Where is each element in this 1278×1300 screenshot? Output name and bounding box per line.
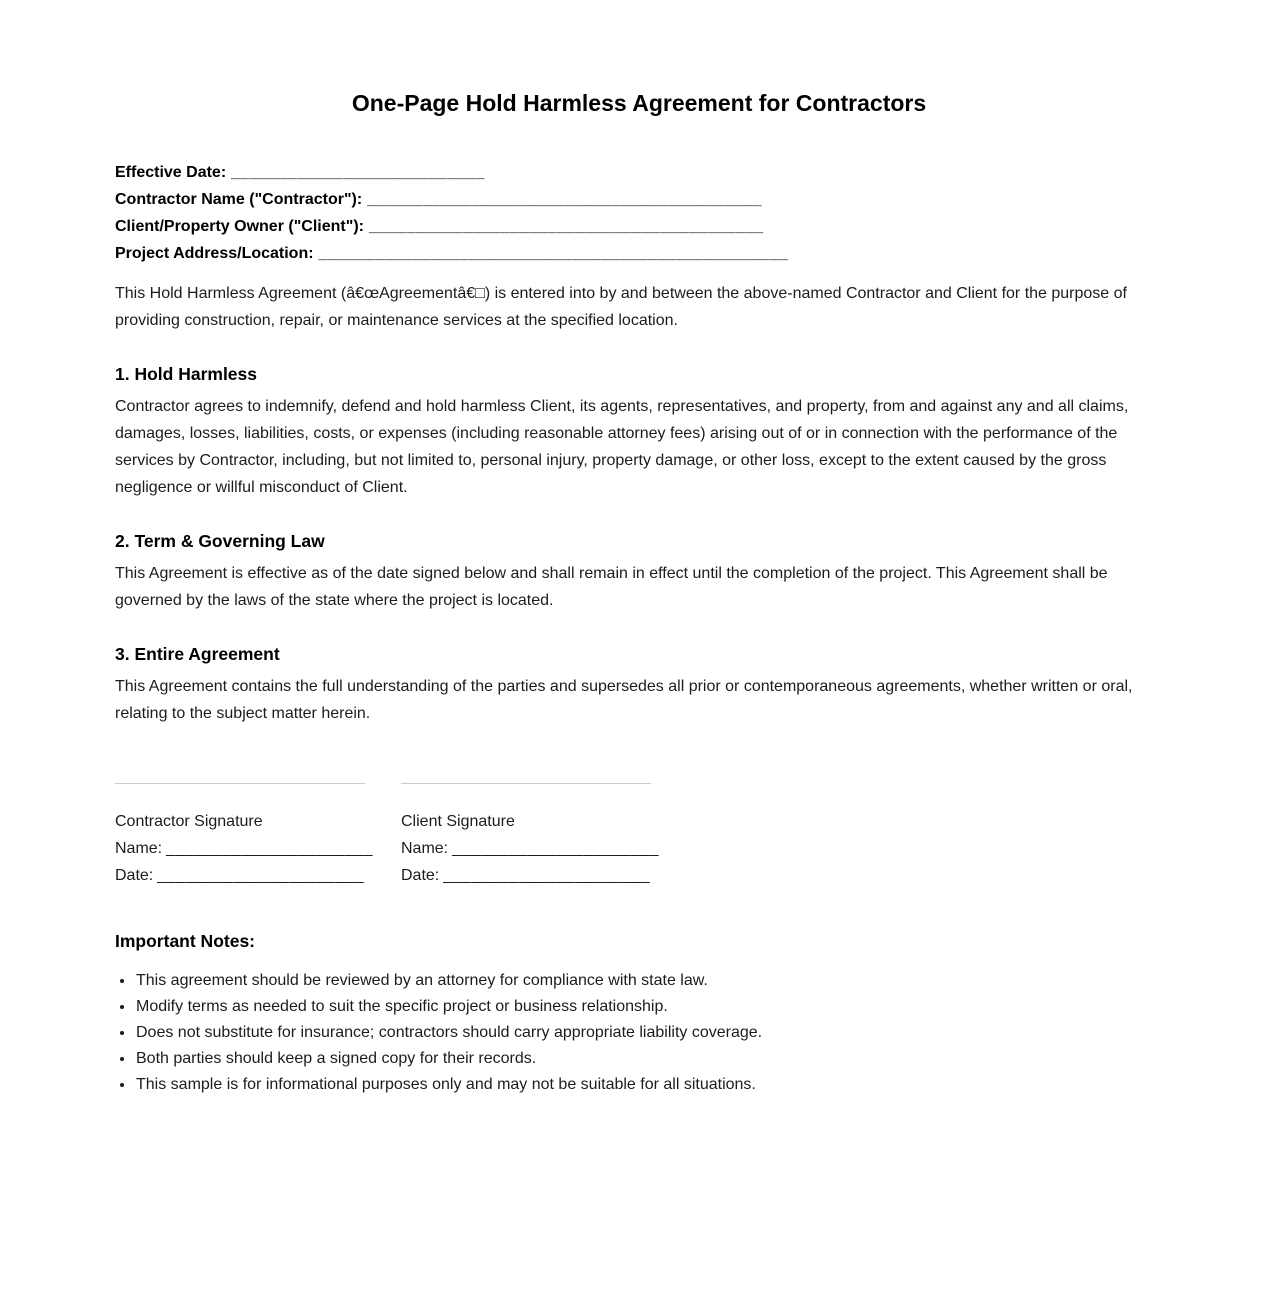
contractor-name-row [115, 835, 373, 862]
effective-date-blank-line: ___________________________ [231, 164, 485, 181]
note-item-insurance: • Does not substitute for insurance; contractors should carry appropriate liability coverage. [135, 1020, 1163, 1046]
contractor-signature-role-label: Contractor Signature [115, 813, 263, 830]
section-hold-harmless [115, 362, 1163, 501]
contractor-date-row [115, 862, 365, 889]
signature-column-client [401, 783, 659, 889]
section-term-governing-law [115, 529, 1163, 614]
section-entire-agreement [115, 642, 1163, 727]
section-entire-agreement-heading: 3. Entire Agreement [115, 644, 280, 664]
note-item-modify-terms: • Modify terms as needed to suit the specific project or business relationship. [135, 994, 1163, 1020]
signature-block [115, 783, 1163, 889]
field-row-client-owner [115, 213, 1163, 240]
page-title: One-Page Hold Harmless Agreement for Contractors [351, 90, 927, 116]
contractor-sig-date-label: Date: [115, 867, 154, 884]
client-owner-label: Client/Property Owner ("Client"): [115, 218, 364, 235]
signature-column-contractor [115, 783, 373, 889]
contractor-name-blank-line: __________________________________________ [367, 191, 762, 208]
client-sig-name-blank-line: ______________________ [452, 840, 659, 857]
field-row-effective-date [115, 159, 1163, 186]
client-signature-role-label: Client Signature [401, 813, 515, 830]
header-fields-block [115, 159, 1163, 267]
section-term-governing-law-body: This Agreement is effective as of the date signed below and shall remain in effect until the completion of the project. This Agreement shall be governed by the laws of the state where the project is located. [115, 565, 1108, 609]
client-date-row [401, 862, 651, 889]
note-item-attorney-review: • This agreement should be reviewed by an attorney for compliance with state law. [135, 968, 1163, 994]
client-sig-name-label: Name: [401, 840, 449, 857]
intro-paragraph: This Hold Harmless Agreement (â€œAgreementâ€□) is entered into by and between the above-named Contractor and Client for the purpose of providing construction, repair, or maintenance services at the specified location. [115, 285, 1127, 329]
section-term-governing-law-heading: 2. Term & Governing Law [115, 531, 325, 551]
important-notes-list [115, 968, 1163, 1098]
section-hold-harmless-heading: 1. Hold Harmless [115, 364, 257, 384]
section-hold-harmless-body: Contractor agrees to indemnify, defend and hold harmless Client, its agents, representatives, and property, from and against any and all claims, damages, losses, liabilities, costs, or expenses (including reasonable attorney fees) arising out of or in connection with the performance of the services by Contractor, including, but not limited to, personal injury, property damage, or other loss, except to the extent caused by the gross negligence or willful misconduct of Client. [115, 398, 1129, 496]
section-entire-agreement-body: This Agreement contains the full understanding of the parties and supersedes all prior or contemporaneous agreements, whether written or oral, relating to the subject matter herein. [115, 678, 1133, 722]
client-signature-line [401, 783, 651, 784]
field-row-project-address [115, 240, 1163, 267]
client-sig-date-label: Date: [401, 867, 440, 884]
contractor-sig-date-blank-line: ______________________ [157, 867, 365, 884]
important-notes-section [115, 929, 1163, 1098]
note-item-informational: • This sample is for informational purposes only and may not be suitable for all situations. [135, 1072, 1163, 1098]
contractor-sig-name-blank-line: ______________________ [166, 840, 373, 857]
contractor-sig-name-label: Name: [115, 840, 163, 857]
important-notes-heading: Important Notes: [115, 931, 255, 951]
project-address-blank-line: __________________________________________________ [318, 245, 789, 262]
client-name-row [401, 835, 659, 862]
contractor-signature-line [115, 783, 365, 784]
contractor-name-label: Contractor Name ("Contractor"): [115, 191, 363, 208]
client-sig-date-blank-line: ______________________ [443, 867, 651, 884]
project-address-label: Project Address/Location: [115, 245, 314, 262]
client-owner-blank-line: __________________________________________ [368, 218, 764, 235]
field-row-contractor-name [115, 186, 1163, 213]
effective-date-label: Effective Date: [115, 164, 227, 181]
note-item-signed-copy: • Both parties should keep a signed copy for their records. [135, 1046, 1163, 1072]
